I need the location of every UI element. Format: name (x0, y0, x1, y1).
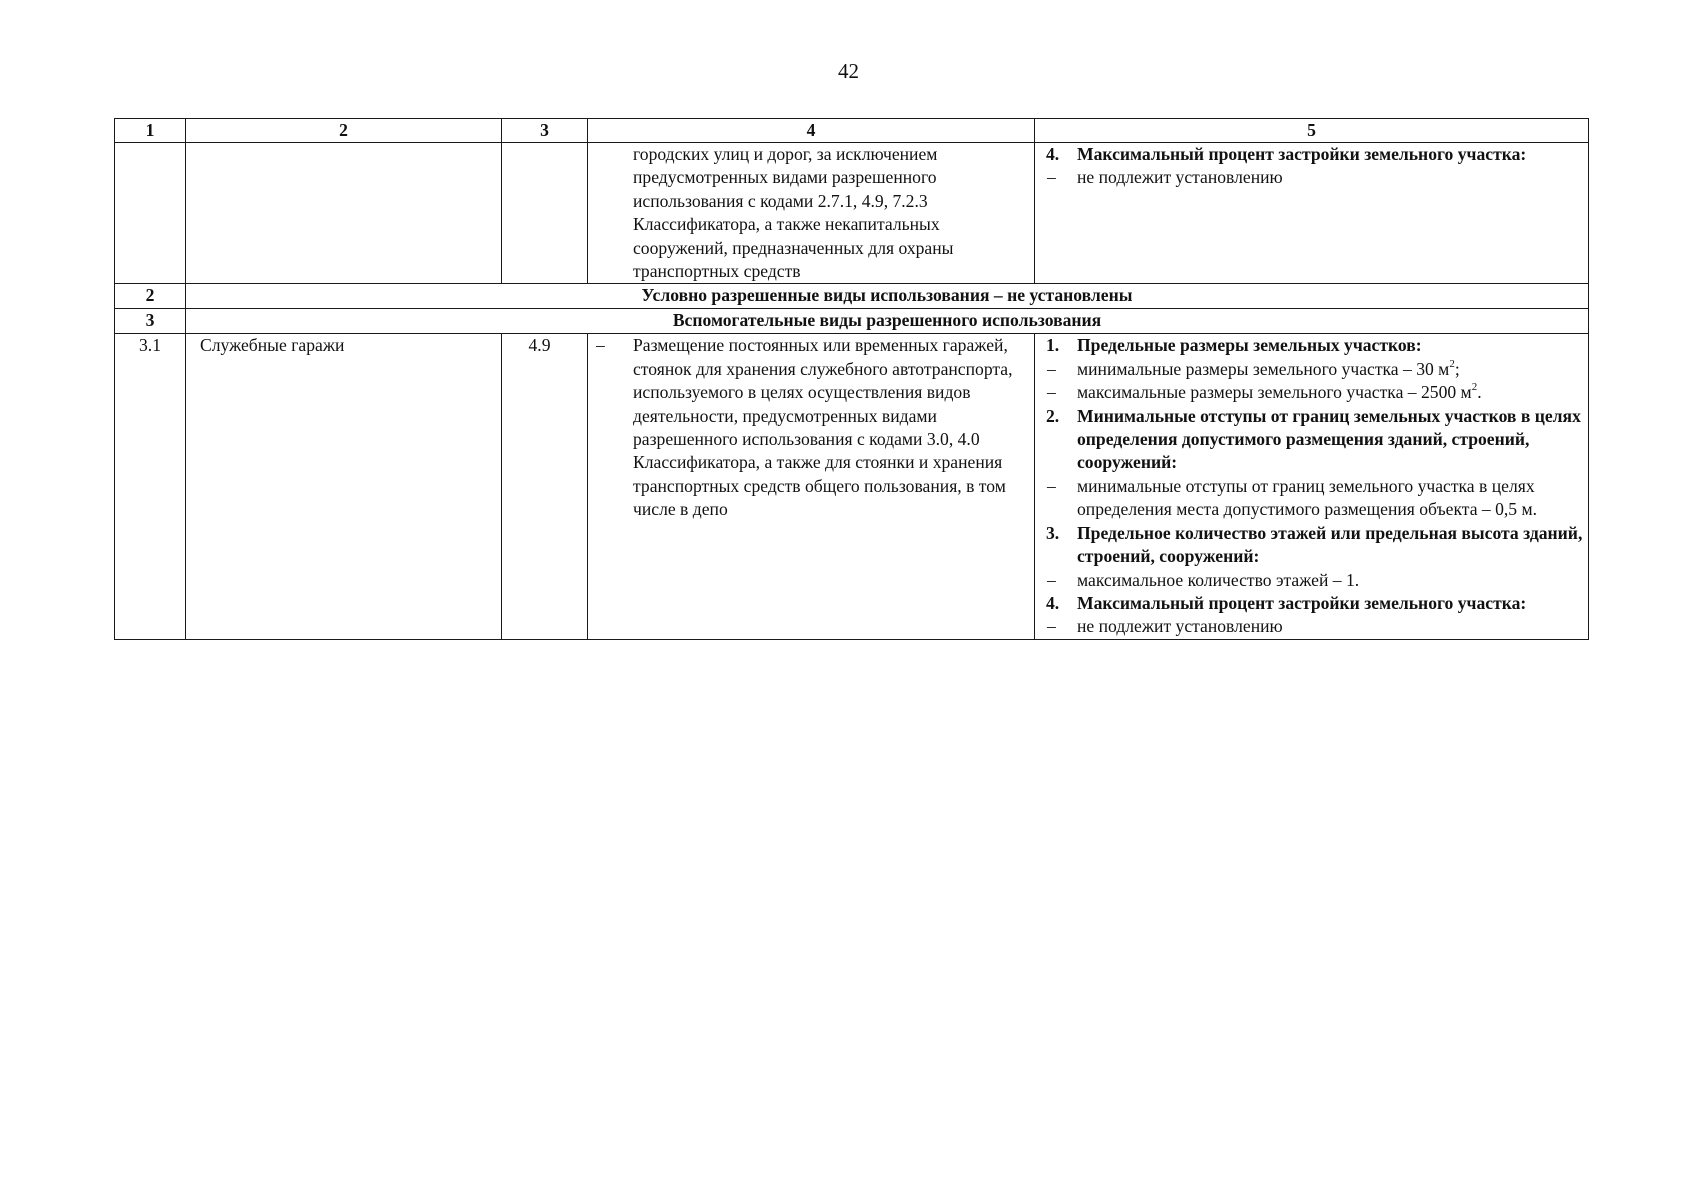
param-title: Максимальный процент застройки земельного участка: (1077, 144, 1527, 164)
section-row-3 (115, 309, 1589, 334)
param-number: 2. (1046, 405, 1060, 426)
cell-description (588, 143, 1035, 284)
param-title: Минимальные отступы от границ земельных участков в целях определения допустимого размещения зданий, строений, сооружений: (1077, 405, 1581, 473)
param-value-text (1077, 381, 1588, 404)
section-title: Условно разрешенные виды использования – не установлены (186, 284, 1589, 309)
param-item (1035, 592, 1588, 615)
param-title: Предельные размеры земельных участков: (1077, 335, 1422, 356)
table-header-row (115, 119, 1589, 143)
dash-marker: – (1047, 382, 1056, 403)
cell-name (186, 143, 502, 284)
section-title: Вспомогательные виды разрешенного использования (186, 309, 1589, 334)
dash-marker: – (596, 335, 605, 356)
param-value (1035, 569, 1588, 592)
param-value (1035, 475, 1588, 522)
param-number: 1. (1046, 335, 1060, 356)
description-item (588, 334, 1034, 521)
description-text: городских улиц и дорог, за исключением предусмотренных видами разрешенного использования с кодами 2.7.1, 4.9, 7.2.3 Классификатора, а также некапитальных сооружений, предназначенных для охраны транспортных средств (633, 144, 954, 282)
section-number: 3 (115, 309, 186, 334)
section-row-2 (115, 284, 1589, 309)
cell-params (1035, 143, 1589, 284)
punctuation: . (1477, 382, 1482, 403)
dash-marker: – (1047, 475, 1056, 496)
table-row-continuation (115, 143, 1589, 284)
value-text: максимальные размеры земельного участка – 2500 м (1077, 382, 1472, 403)
param-title: Предельное количество этажей или предельная высота зданий, строений, сооружений: (1077, 522, 1583, 567)
param-item (1035, 405, 1588, 475)
param-value (1035, 615, 1588, 638)
cell-code (502, 143, 588, 284)
param-value (1035, 381, 1588, 404)
param-value-text: не подлежит установлению (1077, 167, 1283, 188)
param-item (1035, 143, 1588, 166)
cell-description (588, 334, 1035, 639)
dash-marker: – (1047, 569, 1056, 590)
dash-marker: – (1047, 358, 1056, 379)
cell-params (1035, 334, 1589, 639)
table-row-3-1 (115, 334, 1589, 639)
param-number: 3. (1046, 522, 1060, 543)
description-text: Размещение постоянных или временных гаражей, стоянок для хранения служебного автотранспорта, используемого в целях осуществления видов деятельности, предусмотренных видами разрешенного использования с кодами 3.0, 4.0 Классификатора, а также для стоянки и хранения транспортных средств общего пользования, в том числе в депо (633, 335, 1013, 520)
param-value-text: не подлежит установлению (1077, 616, 1283, 637)
dash-marker: – (1047, 616, 1056, 637)
param-value-text: минимальные отступы от границ земельного участка в целях определения места допустимого размещения объекта – 0,5 м. (1077, 475, 1538, 520)
param-number: 4. (1046, 592, 1060, 613)
cell-code: 4.9 (502, 334, 588, 639)
param-item (1035, 334, 1588, 357)
value-text: минимальные размеры земельного участка – 30 м (1077, 358, 1450, 379)
header-col-2: 2 (186, 119, 502, 143)
punctuation: ; (1454, 358, 1460, 379)
dash-marker: – (1047, 167, 1056, 188)
header-col-1: 1 (115, 119, 186, 143)
param-value-text: максимальное количество этажей – 1. (1077, 569, 1360, 590)
param-number: 4. (1046, 144, 1060, 164)
cell-num (115, 143, 186, 284)
superscript: 2 (1449, 357, 1455, 370)
header-col-3: 3 (502, 119, 588, 143)
superscript: 2 (1471, 381, 1478, 394)
param-item (1035, 522, 1588, 569)
cell-num: 3.1 (115, 334, 186, 639)
cell-name: Служебные гаражи (186, 334, 502, 639)
param-title: Максимальный процент застройки земельного участка: (1077, 592, 1527, 613)
param-value (1035, 358, 1588, 381)
param-value (1035, 166, 1588, 189)
section-number: 2 (115, 284, 186, 309)
page-number: 42 (838, 59, 859, 83)
param-value-text (1077, 358, 1588, 381)
header-col-5: 5 (1035, 119, 1589, 143)
zoning-table (114, 118, 1589, 640)
header-col-4: 4 (588, 119, 1035, 143)
